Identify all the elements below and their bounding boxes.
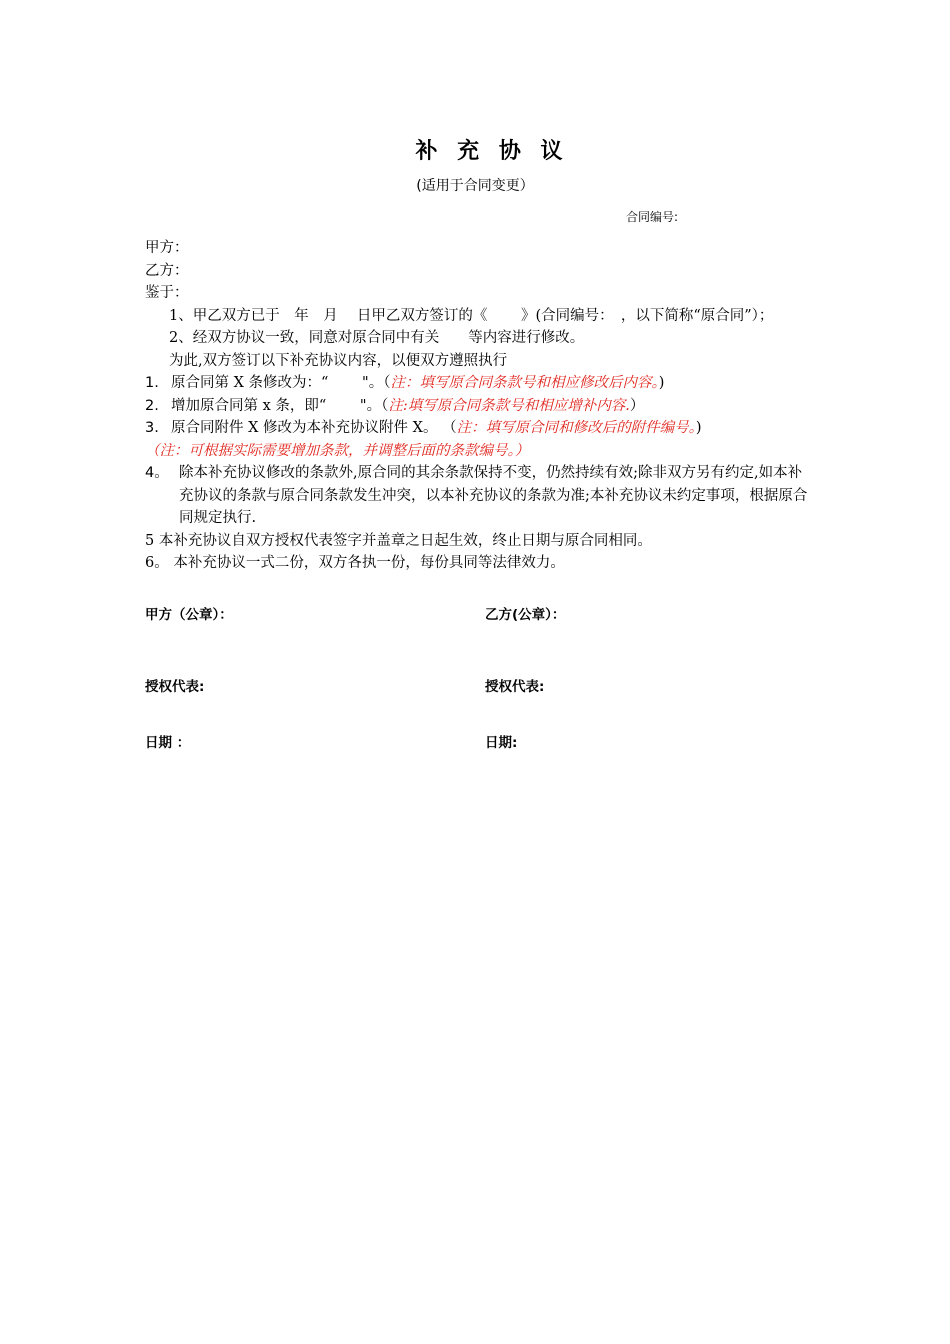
party-a-representative-label: 授权代表: [145,679,205,695]
document-body [145,237,810,575]
clause-number: 2. [145,397,159,414]
clause-note: 注：填写原合同条款号和相应修改后内容。 [390,375,659,391]
party-b-line: 乙方： [145,262,189,279]
intro-line: 为此,双方签订以下补充协议内容，以便双方遵照执行 [169,352,508,369]
clause-note: 注:填写原合同条款号和相应增补内容. [388,397,630,414]
recital-1: 1、甲乙双方已于 年 月 日甲乙双方签订的《 》(合同编号： ，以下简称“原合同”）； [169,307,774,324]
clause-3 [145,417,810,440]
clause-5: 5 本补充协议自双方授权代表签字并盖章之日起生效，终止日期与原合同相同。 [145,532,652,549]
clause-text: 除本补充协议修改的条款外,原合同的其余条款保持不变，仍然持续有效;除非双方另有约定,如本补充协议的条款与原合同条款发生冲突，以本补充协议的条款为准;本补充协议未约定事项，根据原合同规定执行. [179,465,808,526]
recital-2: 2、经双方协议一致，同意对原合同中有关 等内容进行修改。 [169,330,585,346]
clause-text: 增加原合同第 x 条，即“ "。（ [171,397,389,414]
clause-end: ) [658,375,665,391]
party-b-representative-label: 授权代表: [485,679,545,695]
party-a-date-label: 日期 ： [145,735,191,751]
extra-note: （注：可根据实际需要增加条款，并调整后面的条款编号。） [145,442,530,459]
clause-4 [145,462,810,530]
clause-number: 4。 [145,465,169,481]
party-b-seal-label: 乙方(公章）： [485,607,566,623]
clause-text: 原合同第 X 条修改为：“ "。（ [171,375,391,391]
contract-number-label: 合同编号: [626,210,679,224]
clause-end: ) [695,420,702,436]
document-title: 补 充 协 议 [415,139,569,164]
party-a-seal-label: 甲方（公章）： [145,607,233,623]
clause-6: 6。 本补充协议一式二份，双方各执一份，每份具同等法律效力。 [145,555,565,571]
clause-1 [145,372,810,395]
document-subtitle: (适用于合同变更） [416,178,534,194]
clause-note: 注：填写原合同和修改后的附件编号。 [456,420,696,436]
clause-2 [145,395,810,418]
clause-number: 1. [145,375,159,391]
party-a-line: 甲方： [145,240,189,256]
clause-number: 3. [145,420,159,436]
clause-text: 原合同附件 X 修改为本补充协议附件 X。 （ [171,420,457,436]
whereas-line: 鉴于： [145,285,189,301]
party-b-date-label: 日期: [485,735,518,751]
clause-end: ） [629,397,645,414]
